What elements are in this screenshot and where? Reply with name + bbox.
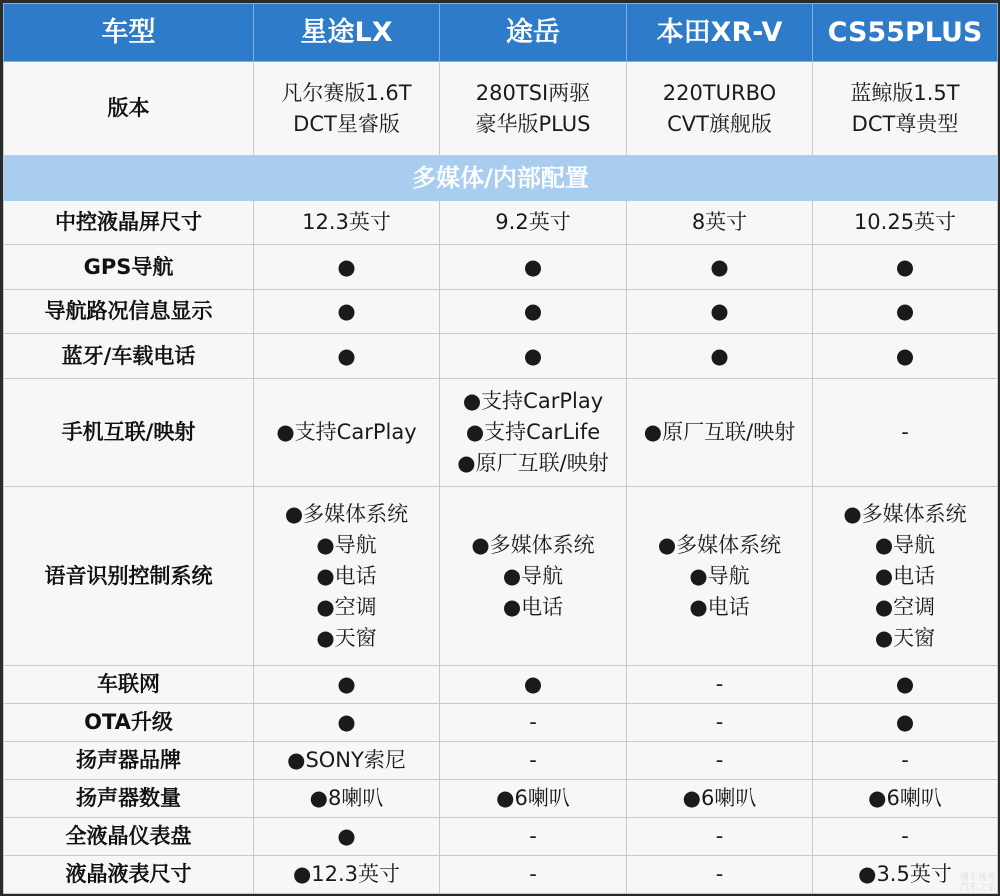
table-cell (813, 245, 998, 290)
table-cell (440, 290, 627, 334)
cell-line: ●多媒体系统 (843, 501, 967, 526)
cell-line: - (529, 748, 537, 772)
cell-line: ● (523, 299, 543, 323)
cell-line: ●6喇叭 (682, 786, 757, 810)
cell-line: - (529, 862, 537, 886)
cell-line: - (715, 862, 724, 886)
cell-line: ● (895, 254, 915, 279)
table-row (4, 334, 998, 379)
cell-line: ●导航 (874, 532, 936, 557)
cell-line: ●空调 (874, 594, 936, 619)
cell-line: ●SONY索尼 (287, 748, 406, 772)
version-cell (627, 62, 813, 156)
table-cell (440, 818, 627, 856)
watermark-line: 汽车之家 (959, 883, 996, 893)
cell-line: - (901, 420, 909, 444)
version-cell (254, 62, 440, 156)
cell-line: ● (337, 343, 356, 368)
table-row (4, 201, 998, 245)
cell-line: ● (895, 299, 915, 323)
cell-line: ●3.5英寸 (858, 862, 952, 886)
cell-line: ● (523, 672, 543, 696)
table-cell (254, 780, 440, 818)
cell-line: ●支持CarLife (465, 420, 601, 444)
cell-line: ●8喇叭 (309, 786, 384, 810)
table-cell (440, 704, 627, 742)
cell-line: ●电话 (502, 594, 564, 619)
cell-line: - (715, 710, 724, 734)
watermark (960, 873, 996, 893)
cell-line: ● (895, 343, 915, 368)
section-row (4, 156, 998, 201)
header-row (4, 4, 998, 62)
cell-line: - (901, 748, 909, 772)
row-label: 扬声器品牌 (4, 742, 254, 780)
cell-line: ● (895, 672, 915, 696)
table-cell (440, 201, 627, 245)
table-cell (254, 201, 440, 245)
cell-line: ●天窗 (874, 625, 936, 650)
cell-line: ●电话 (689, 594, 750, 619)
table-cell (254, 379, 440, 487)
cell-line: - (715, 748, 724, 772)
table-cell (440, 742, 627, 780)
table-cell (627, 245, 813, 290)
version-line: 蓝鲸版1.5T (850, 80, 960, 105)
cell-line: - (529, 710, 537, 734)
table-cell (254, 487, 440, 666)
table-cell (813, 742, 998, 780)
table-cell (440, 666, 627, 704)
cell-line: - (901, 824, 909, 848)
table-cell (813, 704, 998, 742)
table-cell (627, 201, 813, 245)
table-row (4, 666, 998, 704)
header-model-2: 途岳 (440, 4, 627, 62)
cell-line: ●天窗 (316, 625, 377, 650)
cell-line: ● (710, 343, 729, 368)
version-cell (813, 62, 998, 156)
cell-line: - (715, 824, 724, 848)
cell-line: ● (710, 254, 729, 279)
table-cell (440, 245, 627, 290)
cell-line: ●多媒体系统 (471, 532, 595, 557)
table-cell (627, 780, 813, 818)
cell-line: ● (895, 710, 915, 734)
cell-line: 12.3英寸 (302, 210, 391, 234)
table-row (4, 780, 998, 818)
version-line: 220TURBO (662, 80, 777, 105)
cell-line: ●多媒体系统 (284, 501, 409, 526)
version-line: DCT星睿版 (293, 111, 400, 136)
cell-line: ●6喇叭 (868, 786, 942, 810)
section-title: 多媒体/内部配置 (4, 156, 998, 201)
cell-line: 9.2英寸 (495, 210, 571, 234)
table-cell (440, 334, 627, 379)
table-cell (254, 818, 440, 856)
table-cell (254, 856, 440, 894)
table-row (4, 487, 998, 666)
cell-line: ●导航 (316, 532, 377, 557)
table-cell (254, 334, 440, 379)
table-cell (813, 666, 998, 704)
table-cell (627, 487, 813, 666)
cell-line: ●导航 (689, 563, 750, 588)
table-cell (627, 818, 813, 856)
cell-line: ●空调 (316, 594, 377, 619)
cell-line: 10.25英寸 (853, 210, 957, 234)
cell-line: ● (337, 710, 356, 734)
table-cell (440, 856, 627, 894)
table-cell (254, 666, 440, 704)
cell-line: ● (523, 343, 543, 368)
version-line: 豪华版PLUS (475, 111, 591, 136)
table-cell (813, 818, 998, 856)
table-cell (813, 780, 998, 818)
header-model-3: 本田XR-V (627, 4, 813, 62)
watermark-line: 懂车视界 (959, 873, 996, 883)
table-cell (627, 666, 813, 704)
cell-line: 8英寸 (691, 210, 748, 234)
table-cell (254, 742, 440, 780)
row-label: 语音识别控制系统 (4, 487, 254, 666)
version-label: 版本 (4, 62, 254, 156)
cell-line: ●支持CarPlay (462, 389, 604, 413)
header-model-4: CS55PLUS (813, 4, 998, 62)
row-label: 全液晶仪表盘 (4, 818, 254, 856)
table-cell (627, 290, 813, 334)
cell-line: ● (337, 299, 356, 323)
cell-line: ●6喇叭 (496, 786, 570, 810)
table-row (4, 856, 998, 894)
table-cell (440, 780, 627, 818)
row-label: 导航路况信息显示 (4, 290, 254, 334)
row-label: 蓝牙/车载电话 (4, 334, 254, 379)
cell-line: ●导航 (502, 563, 564, 588)
row-label: 车联网 (4, 666, 254, 704)
table-cell (813, 290, 998, 334)
cell-line: ●电话 (316, 563, 377, 588)
header-model-label: 车型 (4, 4, 254, 62)
cell-line: ●12.3英寸 (292, 862, 401, 886)
row-label: 中控液晶屏尺寸 (4, 201, 254, 245)
cell-line: ●支持CarPlay (276, 420, 417, 444)
row-label: OTA升级 (4, 704, 254, 742)
table-cell (813, 334, 998, 379)
table-row (4, 704, 998, 742)
table-cell (254, 704, 440, 742)
table-cell (627, 334, 813, 379)
header-model-1: 星途LX (254, 4, 440, 62)
cell-line: ●原厂互联/映射 (457, 451, 609, 475)
version-line: CVT旗舰版 (667, 111, 772, 136)
cell-line: ● (337, 254, 356, 279)
cell-line: ● (337, 672, 356, 696)
table-cell (813, 487, 998, 666)
table-cell (627, 856, 813, 894)
cell-line: - (715, 672, 724, 696)
row-label: 手机互联/映射 (4, 379, 254, 487)
table-row (4, 379, 998, 487)
table-cell (813, 201, 998, 245)
table-cell (627, 704, 813, 742)
table-cell (627, 742, 813, 780)
cell-line: ● (523, 254, 543, 279)
table-cell (440, 487, 627, 666)
row-label: 液晶液表尺寸 (4, 856, 254, 894)
version-row (4, 62, 998, 156)
table-row (4, 290, 998, 334)
table-row (4, 818, 998, 856)
table-row (4, 742, 998, 780)
cell-line: ●电话 (874, 563, 936, 588)
spec-comparison-table (3, 3, 998, 894)
version-cell (440, 62, 627, 156)
cell-line: ● (337, 824, 356, 848)
cell-line: ●原厂互联/映射 (643, 420, 796, 444)
table-cell (254, 245, 440, 290)
version-line: DCT尊贵型 (851, 111, 959, 136)
cell-line: ●多媒体系统 (657, 532, 782, 557)
cell-line: - (529, 824, 537, 848)
table-cell (813, 379, 998, 487)
version-line: 280TSI两驱 (475, 80, 591, 105)
table-cell (440, 379, 627, 487)
table-row (4, 245, 998, 290)
version-line: 凡尔赛版1.6T (281, 80, 412, 105)
row-label: 扬声器数量 (4, 780, 254, 818)
row-label: GPS导航 (4, 245, 254, 290)
table-cell (254, 290, 440, 334)
cell-line: ● (710, 299, 729, 323)
table-cell (627, 379, 813, 487)
